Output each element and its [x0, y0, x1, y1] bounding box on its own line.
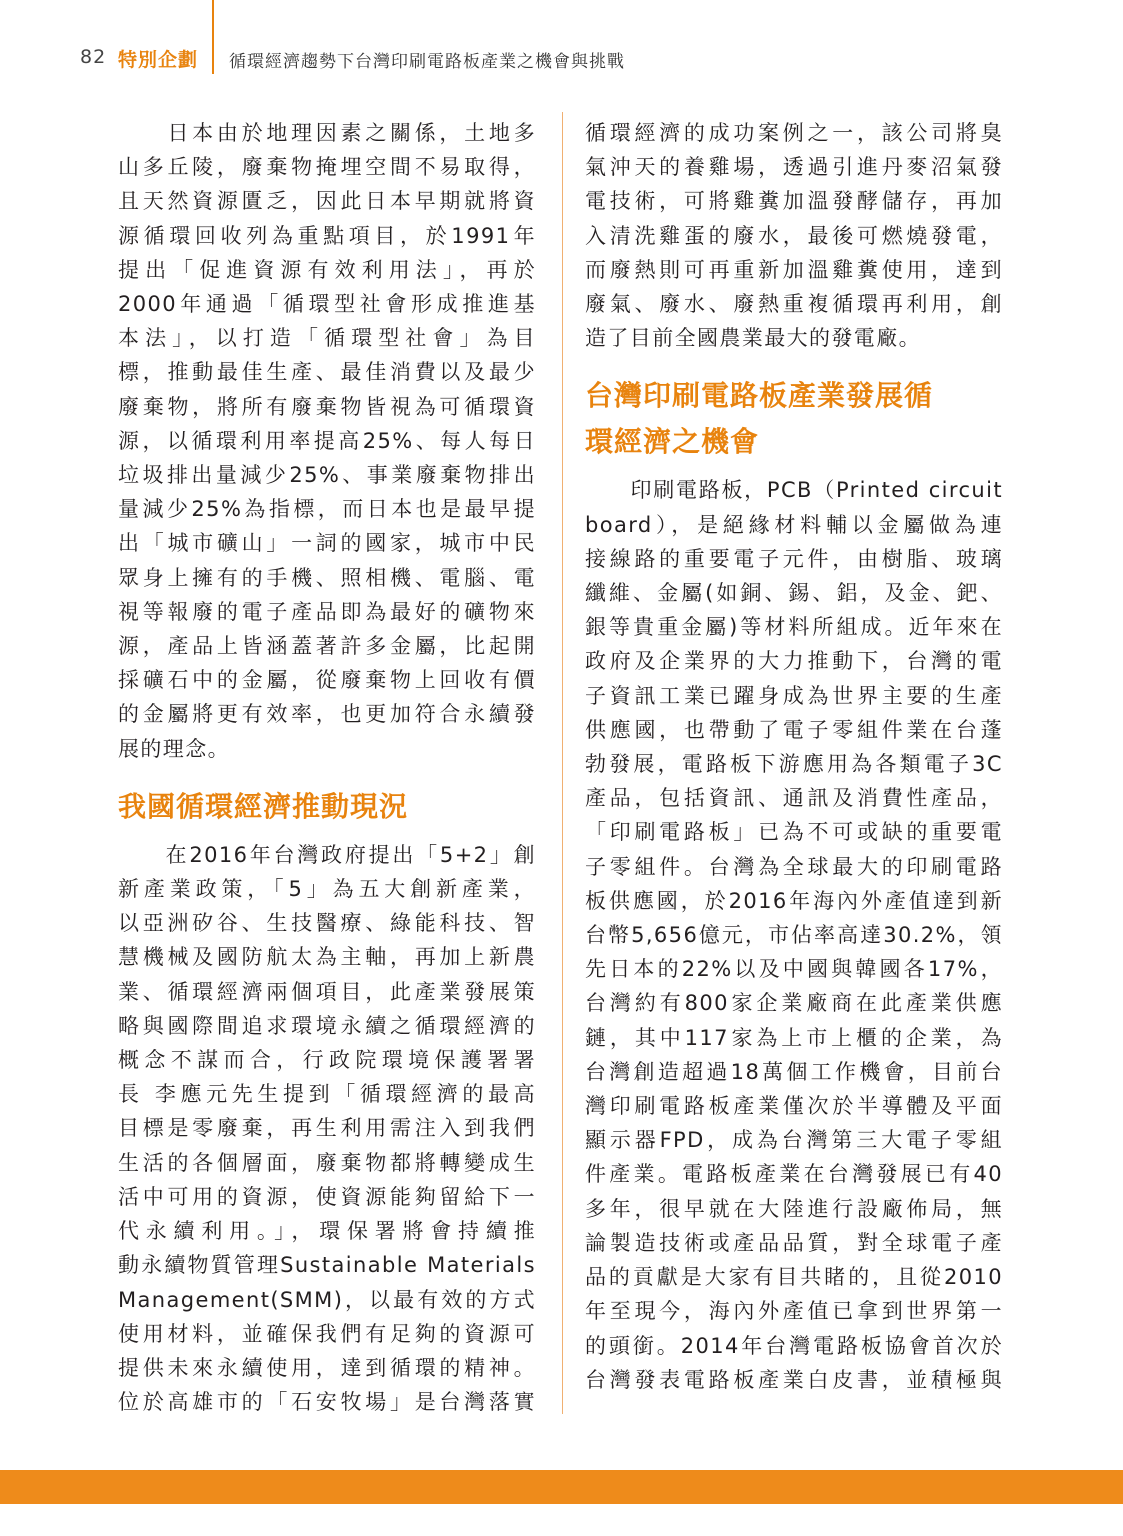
- text-line: 源循環回收列為重點項目，於1991年: [118, 223, 536, 248]
- text-line: 政府及企業界的大力推動下，台灣的電: [585, 649, 1003, 674]
- text-line: 出「城市礦山」一詞的國家，城市中民: [118, 531, 536, 556]
- section-heading-pcb-opportunity: [585, 373, 1003, 465]
- text-line: 電技術，可將雞糞加溫發酵儲存，再加: [585, 189, 1003, 214]
- text-line: 的頭銜。2014年台灣電路板協會首次於: [585, 1333, 1003, 1358]
- text-line: 循環經濟的成功案例之一，該公司將臭: [585, 121, 1003, 145]
- text-line: 入清洗雞蛋的廢水，最後可燃燒發電，: [585, 223, 1003, 248]
- text-line: 的金屬將更有效率，也更加符合永續發: [118, 702, 536, 727]
- text-line: 子零組件。台灣為全球最大的印刷電路: [585, 854, 1003, 879]
- heading-line-2: 環經濟之機會: [585, 425, 760, 459]
- text-line: 且天然資源匱乏，因此日本早期就將資: [118, 189, 536, 214]
- text-line: 供應國，也帶動了電子零組件業在台蓬: [585, 717, 1003, 742]
- text-line: 台灣創造超過18萬個工作機會，目前台: [585, 1059, 1003, 1084]
- text-line: 論製造技術或產品品質，對全球電子產: [585, 1230, 1003, 1255]
- text-line: 台灣約有800家企業廠商在此產業供應: [585, 991, 1003, 1016]
- text-line: 本法」，以打造「循環型社會」為目: [118, 326, 536, 351]
- text-line: 業、循環經濟兩個項目，此產業發展策: [118, 979, 536, 1004]
- text-line: 量減少25%為指標，而日本也是最早提: [118, 497, 536, 522]
- text-line: 眾身上擁有的手機、照相機、電腦、電: [118, 565, 536, 590]
- text-line: 子資訊工業已躍身成為世界主要的生產: [585, 683, 1003, 708]
- text-line: 使用材料，並確保我們有足夠的資源可: [118, 1321, 536, 1346]
- text-line: 提出「促進資源有效利用法」，再於: [118, 257, 536, 282]
- text-line: 以亞洲矽谷、生技醫療、綠能科技、智: [118, 911, 536, 936]
- left-paragraph-2: [118, 838, 536, 1419]
- text-line: 台灣發表電路板產業白皮書，並積極與: [585, 1367, 1003, 1392]
- text-line: Management(SMM)，以最有效的方式: [118, 1287, 536, 1312]
- text-line: 顯示器FPD，成為台灣第三大電子零組: [585, 1128, 1003, 1153]
- text-line: 生活的各個層面，廢棄物都將轉變成生: [118, 1150, 536, 1175]
- text-line: 視等報廢的電子產品即為最好的礦物來: [118, 599, 536, 624]
- text-line: 提供未來永續使用，達到循環的精神。: [118, 1355, 536, 1380]
- text-line: 而廢熱則可再重新加溫雞糞使用，達到: [585, 257, 1003, 282]
- text-line: 位於高雄市的「石安牧場」是台灣落實: [118, 1390, 536, 1415]
- right-column: [585, 116, 1003, 1397]
- text-line: 源，以循環利用率提高25%、每人每日: [118, 428, 536, 453]
- text-line: 產品，包括資訊、通訊及消費性產品，: [585, 786, 1003, 811]
- text-line: 活中可用的資源，使資源能夠留給下一: [118, 1184, 536, 1209]
- text-line: 多年，很早就在大陸進行設廠佈局，無: [585, 1196, 1003, 1221]
- text-line: 接線路的重要電子元件，由樹脂、玻璃: [585, 546, 1003, 571]
- text-line: 板供應國，於2016年海內外產值達到新: [585, 888, 1003, 913]
- text-line: 印刷電路板，PCB（Printed circuit: [585, 478, 1003, 503]
- text-line: 長 李應元先生提到「循環經濟的最高: [118, 1082, 536, 1107]
- text-line: board），是絕緣材料輔以金屬做為連: [585, 512, 1003, 537]
- text-line: 廢氣、廢水、廢熱重複循環再利用，創: [585, 292, 1003, 317]
- section-label: 特別企劃: [118, 49, 199, 71]
- page-header: [0, 0, 1123, 80]
- heading-line-1: 台灣印刷電路板產業發展循: [585, 379, 934, 413]
- text-line: 造了目前全國農業最大的發電廠。: [585, 326, 921, 351]
- text-line: 採礦石中的金屬，從廢棄物上回收有價: [118, 668, 536, 693]
- text-line: 源，產品上皆涵蓋著許多金屬，比起開: [118, 634, 536, 659]
- text-line: 廢棄物，將所有廢棄物皆視為可循環資: [118, 394, 536, 419]
- left-column: [118, 116, 536, 1419]
- text-line: 「印刷電路板」已為不可或缺的重要電: [585, 820, 1003, 845]
- text-line: 灣印刷電路板產業僅次於半導體及平面: [585, 1094, 1003, 1119]
- text-line: 代永續利用。」，環保署將會持續推: [118, 1219, 536, 1244]
- text-line: 概念不謀而合，行政院環境保護署署: [118, 1048, 536, 1073]
- text-line: 垃圾排出量減少25%、事業廢棄物排出: [118, 463, 536, 488]
- text-line: 日本由於地理因素之關係，土地多: [118, 121, 536, 145]
- text-line: 件產業。電路板產業在台灣發展已有40: [585, 1162, 1003, 1187]
- text-line: 標，推動最佳生產、最佳消費以及最少: [118, 360, 536, 385]
- text-line: 新產業政策，「5」為五大創新產業，: [118, 877, 536, 902]
- text-line: 2000年通過「循環型社會形成推進基: [118, 292, 536, 317]
- text-line: 品的貢獻是大家有目共睹的，且從2010: [585, 1265, 1003, 1290]
- column-divider: [562, 112, 563, 1414]
- right-paragraph-1: [585, 116, 1003, 355]
- text-line: 展的理念。: [118, 736, 230, 761]
- text-line: 鏈，其中117家為上市上櫃的企業，為: [585, 1025, 1003, 1050]
- text-line: 動永續物質管理Sustainable Materials: [118, 1253, 536, 1278]
- text-line: 在2016年台灣政府提出「5+2」創: [118, 842, 536, 867]
- text-line: 纖維、金屬(如銅、錫、鋁，及金、鈀、: [585, 581, 1003, 606]
- section-heading-current-status: 我國循環經濟推動現況: [118, 789, 409, 823]
- text-line: 慧機械及國防航太為主軸，再加上新農: [118, 945, 536, 970]
- text-line: 銀等貴重金屬)等材料所組成。近年來在: [585, 615, 1003, 640]
- header-divider: [212, 0, 214, 74]
- footer-bar: [0, 1470, 1123, 1504]
- right-paragraph-2: [585, 473, 1003, 1396]
- text-line: 年至現今，海內外產值已拿到世界第一: [585, 1299, 1003, 1324]
- text-line: 目標是零廢棄，再生利用需注入到我們: [118, 1116, 536, 1141]
- text-line: 勃發展，電路板下游應用為各類電子3C: [585, 752, 1003, 777]
- text-line: 先日本的22%以及中國與韓國各17%，: [585, 957, 1003, 982]
- running-title: 循環經濟趨勢下台灣印刷電路板產業之機會與挑戰: [229, 52, 625, 72]
- text-line: 台幣5,656億元，市佔率高達30.2%，領: [585, 923, 1003, 948]
- page-number: 82: [80, 46, 107, 68]
- text-line: 略與國際間追求環境永續之循環經濟的: [118, 1013, 536, 1038]
- left-paragraph-1: [118, 116, 536, 766]
- text-line: 氣沖天的養雞場，透過引進丹麥沼氣發: [585, 155, 1003, 180]
- text-line: 山多丘陵，廢棄物掩埋空間不易取得，: [118, 155, 536, 180]
